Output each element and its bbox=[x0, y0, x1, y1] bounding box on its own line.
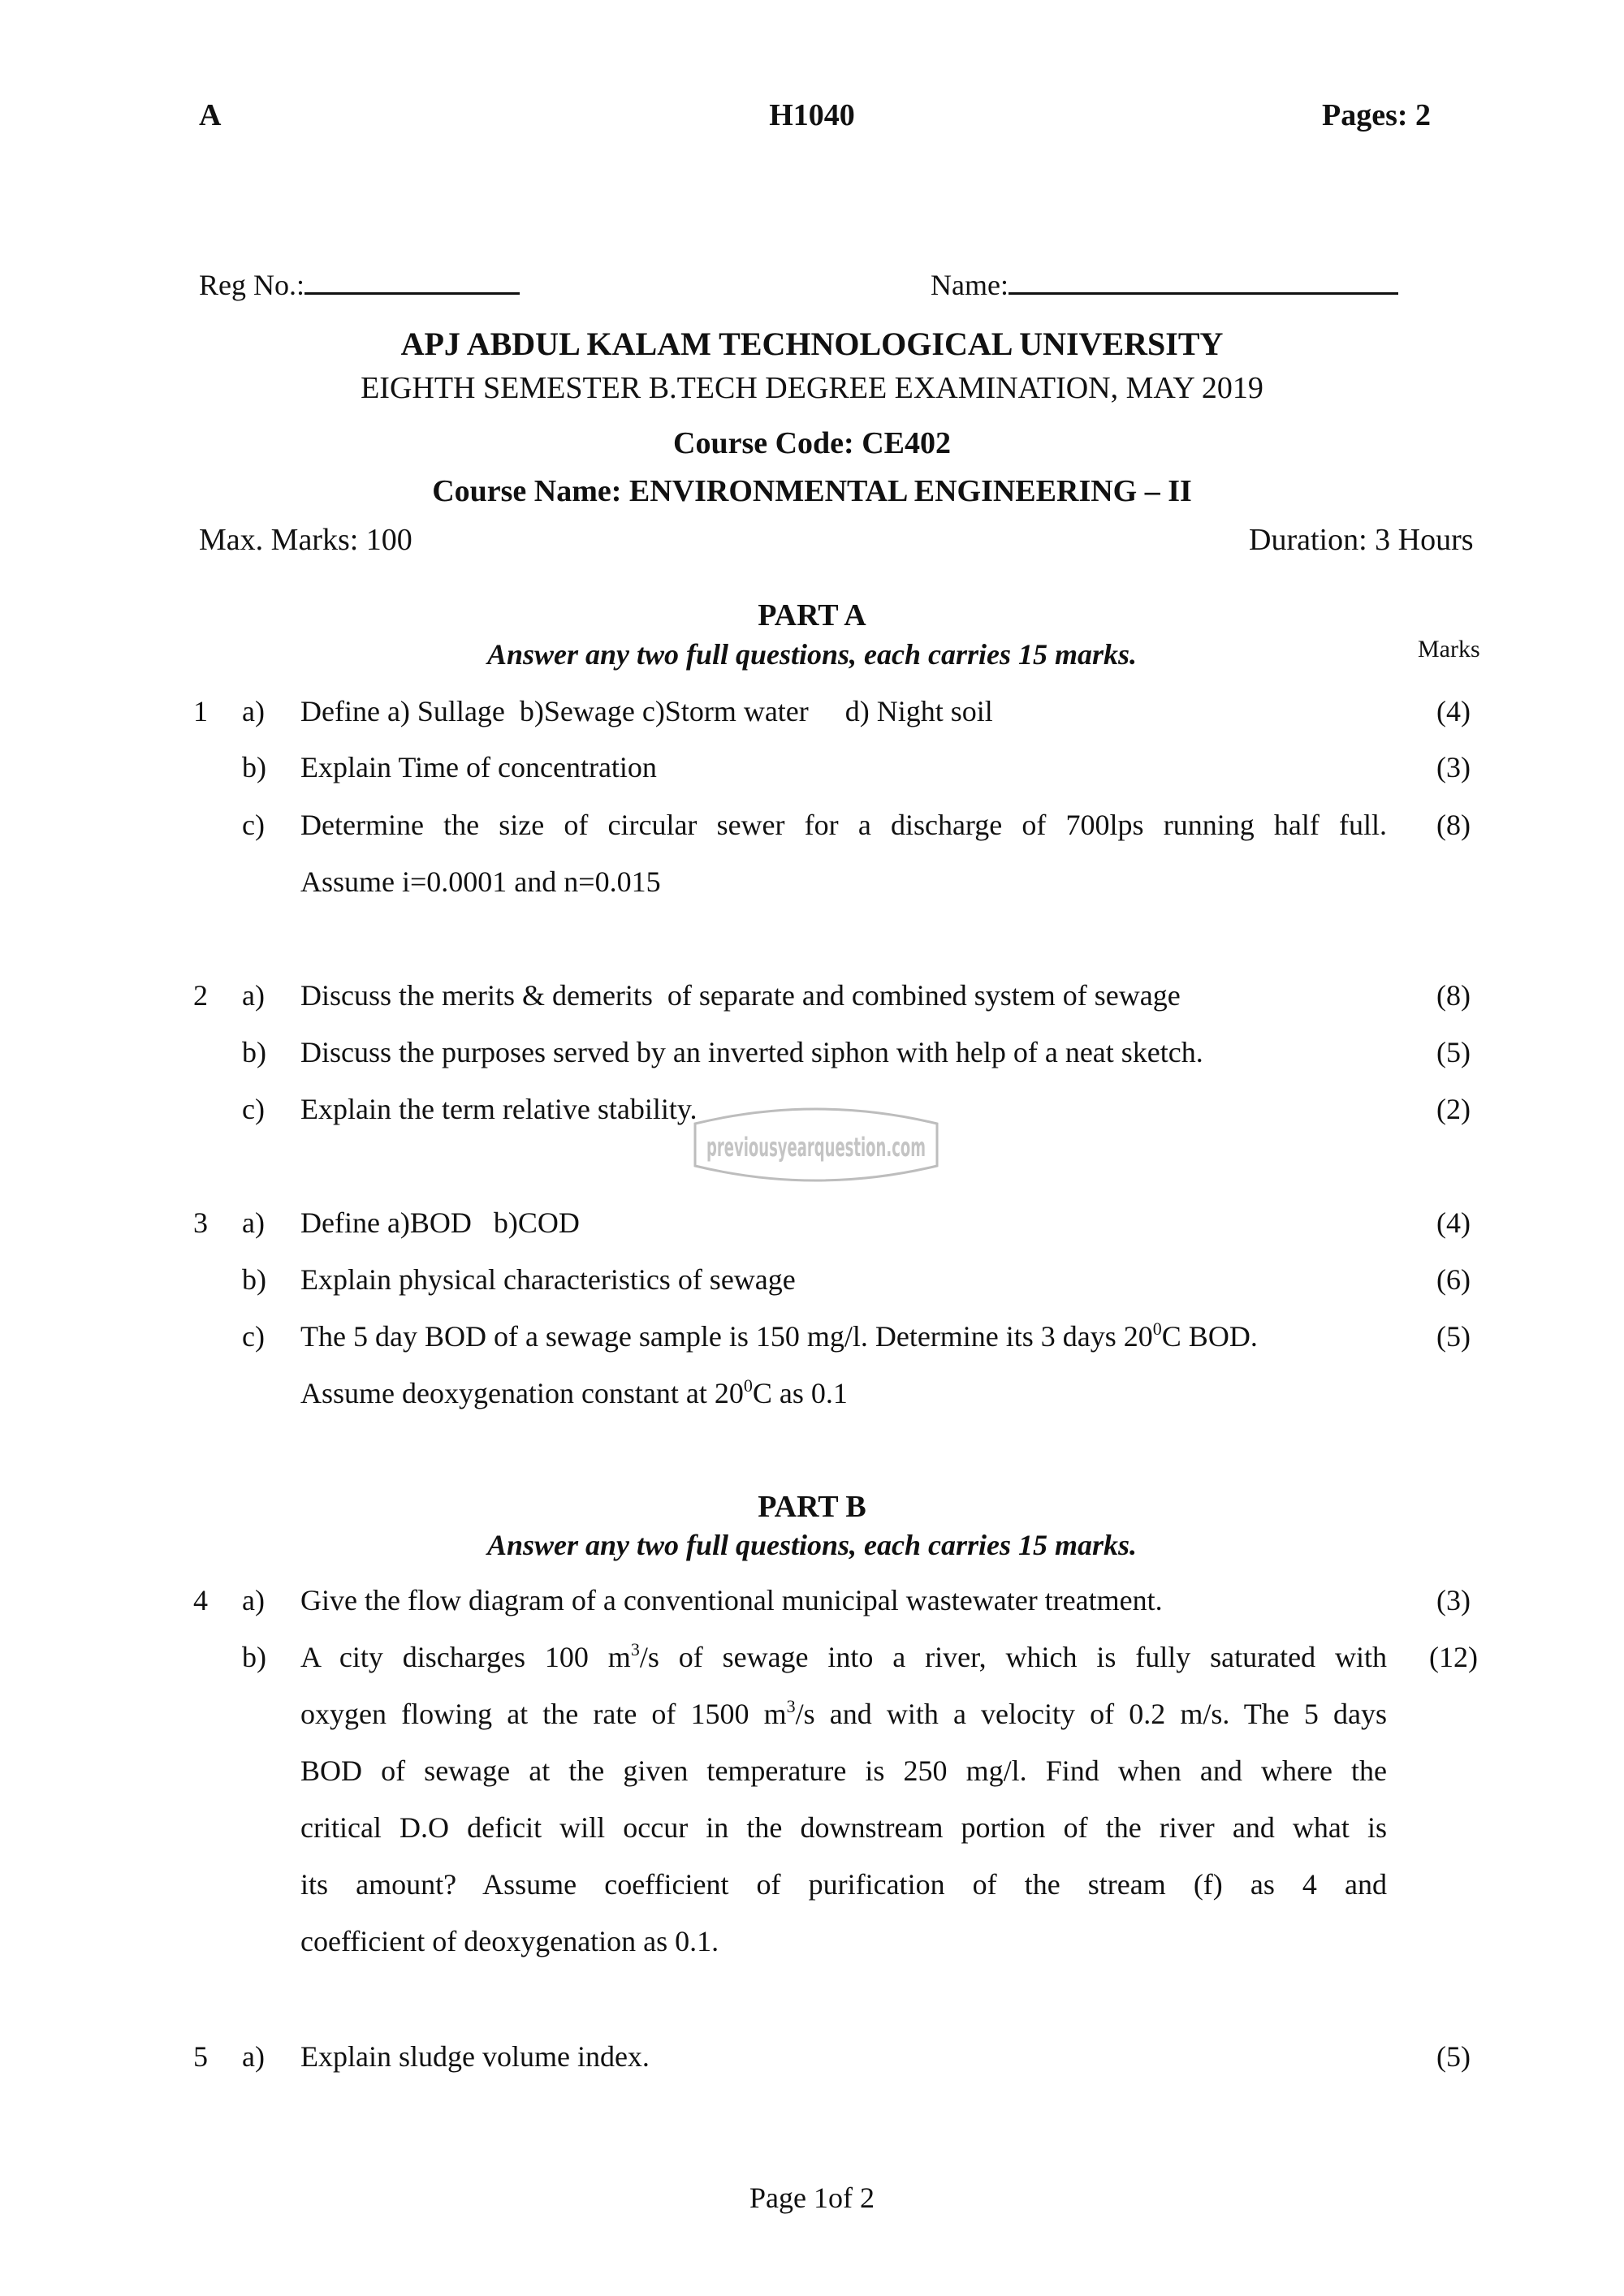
watermark-text: previousyearquestion.com bbox=[706, 1132, 926, 1163]
text-segment: C BOD. bbox=[1161, 1320, 1258, 1353]
question-text: Discuss the purposes served by an inverted siphon with help of a neat sketch. bbox=[300, 1036, 1203, 1068]
marks-value: (5) bbox=[1436, 1036, 1471, 1068]
superscript-degree: 0 bbox=[1152, 1318, 1162, 1339]
reg-no-blank[interactable] bbox=[304, 268, 520, 295]
marks-value: (8) bbox=[1436, 809, 1471, 841]
name-blank[interactable] bbox=[1009, 268, 1398, 295]
reg-no-field[interactable] bbox=[199, 268, 520, 302]
course-name: Course Name: ENVIRONMENTAL ENGINEERING – II bbox=[432, 474, 1192, 508]
watermark-logo bbox=[692, 1106, 940, 1184]
marks-value: (3) bbox=[1436, 1584, 1471, 1616]
question-text-continued: coefficient of deoxygenation as 0.1. bbox=[300, 1925, 719, 1957]
text-segment: C as 0.1 bbox=[752, 1377, 848, 1409]
question-number: 1 bbox=[193, 695, 208, 727]
subquestion-label: c) bbox=[242, 1093, 265, 1125]
name-label: Name: bbox=[931, 269, 1009, 301]
subquestion-label: b) bbox=[242, 751, 266, 783]
marks-value: (5) bbox=[1436, 2040, 1471, 2073]
marks-value: (8) bbox=[1436, 979, 1471, 1012]
part-b-instruction: Answer any two full questions, each carries 15 marks. bbox=[486, 1529, 1138, 1561]
question-text: Define a) Sullage b)Sewage c)Storm water d) Night soil bbox=[300, 695, 993, 727]
superscript-cubed: 3 bbox=[786, 1696, 796, 1716]
question-text: Explain physical characteristics of sewage bbox=[300, 1263, 796, 1296]
question-text: Explain the term relative stability. bbox=[300, 1093, 698, 1125]
question-number: 4 bbox=[193, 1584, 208, 1616]
marks-value: (2) bbox=[1436, 1093, 1471, 1125]
subquestion-label: a) bbox=[242, 1206, 265, 1239]
text-segment: oxygen flowing at the rate of 1500 m bbox=[300, 1698, 787, 1730]
subquestion-label: a) bbox=[242, 1584, 265, 1616]
part-a-instruction: Answer any two full questions, each carries 15 marks. bbox=[486, 638, 1138, 671]
max-marks: Max. Marks: 100 bbox=[199, 523, 412, 557]
question-number: 3 bbox=[193, 1206, 208, 1239]
question-text bbox=[300, 1640, 1387, 1674]
name-field[interactable] bbox=[931, 268, 1398, 302]
question-text bbox=[300, 1319, 1258, 1353]
question-text-continued bbox=[300, 1697, 1387, 1731]
part-a-title: PART A bbox=[758, 598, 866, 632]
marks-value: (12) bbox=[1429, 1641, 1478, 1673]
text-segment: A city discharges 100 m bbox=[300, 1641, 631, 1673]
question-text: Explain sludge volume index. bbox=[300, 2040, 650, 2073]
marks-value: (6) bbox=[1436, 1263, 1471, 1296]
question-text: Discuss the merits & demerits of separate and combined system of sewage bbox=[300, 979, 1181, 1012]
marks-value: (5) bbox=[1436, 1320, 1471, 1353]
paper-code: H1040 bbox=[769, 98, 855, 132]
question-number: 5 bbox=[193, 2040, 208, 2073]
question-text-continued bbox=[300, 1376, 848, 1410]
subquestion-label: a) bbox=[242, 2040, 265, 2073]
reg-no-label: Reg No.: bbox=[199, 269, 304, 301]
course-code: Course Code: CE402 bbox=[673, 426, 951, 460]
text-segment: Assume deoxygenation constant at 20 bbox=[300, 1377, 744, 1409]
page-footer: Page 1of 2 bbox=[749, 2182, 875, 2214]
marks-value: (3) bbox=[1436, 751, 1471, 783]
question-number: 2 bbox=[193, 979, 208, 1012]
marks-value: (4) bbox=[1436, 695, 1471, 727]
paper-series: A bbox=[199, 98, 222, 132]
university-title: APJ ABDUL KALAM TECHNOLOGICAL UNIVERSITY bbox=[400, 326, 1224, 362]
part-b-title: PART B bbox=[758, 1490, 866, 1524]
text-segment: The 5 day BOD of a sewage sample is 150 mg/l. Determine its 3 days 20 bbox=[300, 1320, 1153, 1353]
subquestion-label: b) bbox=[242, 1263, 266, 1296]
page-count: Pages: 2 bbox=[1322, 98, 1432, 132]
question-text-continued: its amount? Assume coefficient of purification of the stream (f) as 4 and bbox=[300, 1868, 1387, 1901]
marks-column-header: Marks bbox=[1418, 636, 1480, 662]
subquestion-label: b) bbox=[242, 1036, 266, 1068]
superscript-cubed: 3 bbox=[630, 1639, 640, 1659]
marks-value: (4) bbox=[1436, 1206, 1471, 1239]
subquestion-label: c) bbox=[242, 1320, 265, 1353]
subquestion-label: c) bbox=[242, 809, 265, 841]
superscript-degree: 0 bbox=[743, 1375, 753, 1396]
exam-title: EIGHTH SEMESTER B.TECH DEGREE EXAMINATION, MAY 2019 bbox=[361, 371, 1263, 405]
text-segment: /s of sewage into a river, which is fully saturated with bbox=[639, 1641, 1387, 1673]
duration: Duration: 3 Hours bbox=[1249, 523, 1474, 557]
question-text-continued: BOD of sewage at the given temperature is 250 mg/l. Find when and where the bbox=[300, 1754, 1387, 1787]
subquestion-label: a) bbox=[242, 695, 265, 727]
question-text: Determine the size of circular sewer for a discharge of 700lps running half full. bbox=[300, 809, 1387, 841]
text-segment: /s and with a velocity of 0.2 m/s. The 5 days bbox=[795, 1698, 1387, 1730]
question-text: Define a)BOD b)COD bbox=[300, 1206, 580, 1239]
subquestion-label: b) bbox=[242, 1641, 266, 1673]
question-text: Give the flow diagram of a conventional municipal wastewater treatment. bbox=[300, 1584, 1163, 1616]
question-text-continued: Assume i=0.0001 and n=0.015 bbox=[300, 865, 661, 898]
question-text-continued: critical D.O deficit will occur in the downstream portion of the river and what is bbox=[300, 1811, 1387, 1844]
subquestion-label: a) bbox=[242, 979, 265, 1012]
question-text: Explain Time of concentration bbox=[300, 751, 657, 783]
